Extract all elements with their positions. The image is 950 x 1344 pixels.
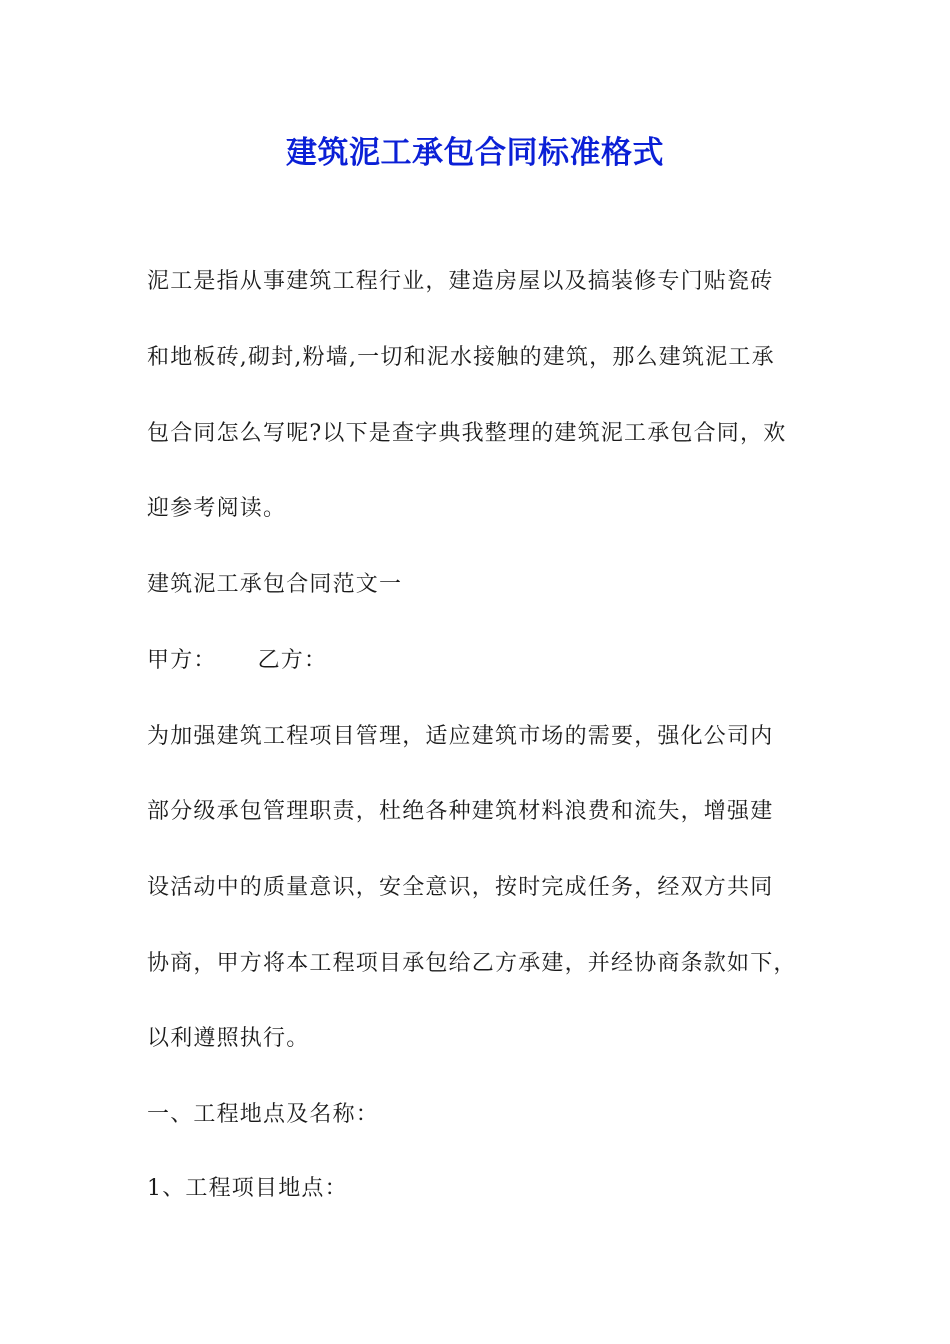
- paragraph-line: 设活动中的质量意识，安全意识，按时完成任务，经双方共同: [147, 875, 774, 900]
- paragraph-line: 以利遵照执行。: [147, 1026, 310, 1051]
- paragraph-line: 迎参考阅读。: [147, 496, 287, 521]
- paragraph-line: 泥工是指从事建筑工程行业，建造房屋以及搞装修专门贴瓷砖: [147, 269, 774, 294]
- clause-heading: 一、工程地点及名称：: [147, 1102, 380, 1127]
- paragraph-line: 为加强建筑工程项目管理，适应建筑市场的需要，强化公司内: [147, 724, 774, 749]
- clause-item: 1、工程项目地点：: [147, 1176, 348, 1201]
- paragraph-line: 协商，甲方将本工程项目承包给乙方承建，并经协商条款如下，: [147, 951, 797, 976]
- section-heading: 建筑泥工承包合同范文一: [147, 572, 403, 597]
- paragraph-line: 包合同怎么写呢?以下是查字典我整理的建筑泥工承包合同，欢: [147, 421, 787, 446]
- paragraph-line: 和地板砖,砌封,粉墙,一切和泥水接触的建筑，那么建筑泥工承: [147, 345, 775, 370]
- document-title: 建筑泥工承包合同标准格式: [286, 135, 664, 171]
- party-line: 甲方： 乙方：: [147, 648, 328, 673]
- paragraph-line: 部分级承包管理职责，杜绝各种建筑材料浪费和流失，增强建: [147, 799, 774, 824]
